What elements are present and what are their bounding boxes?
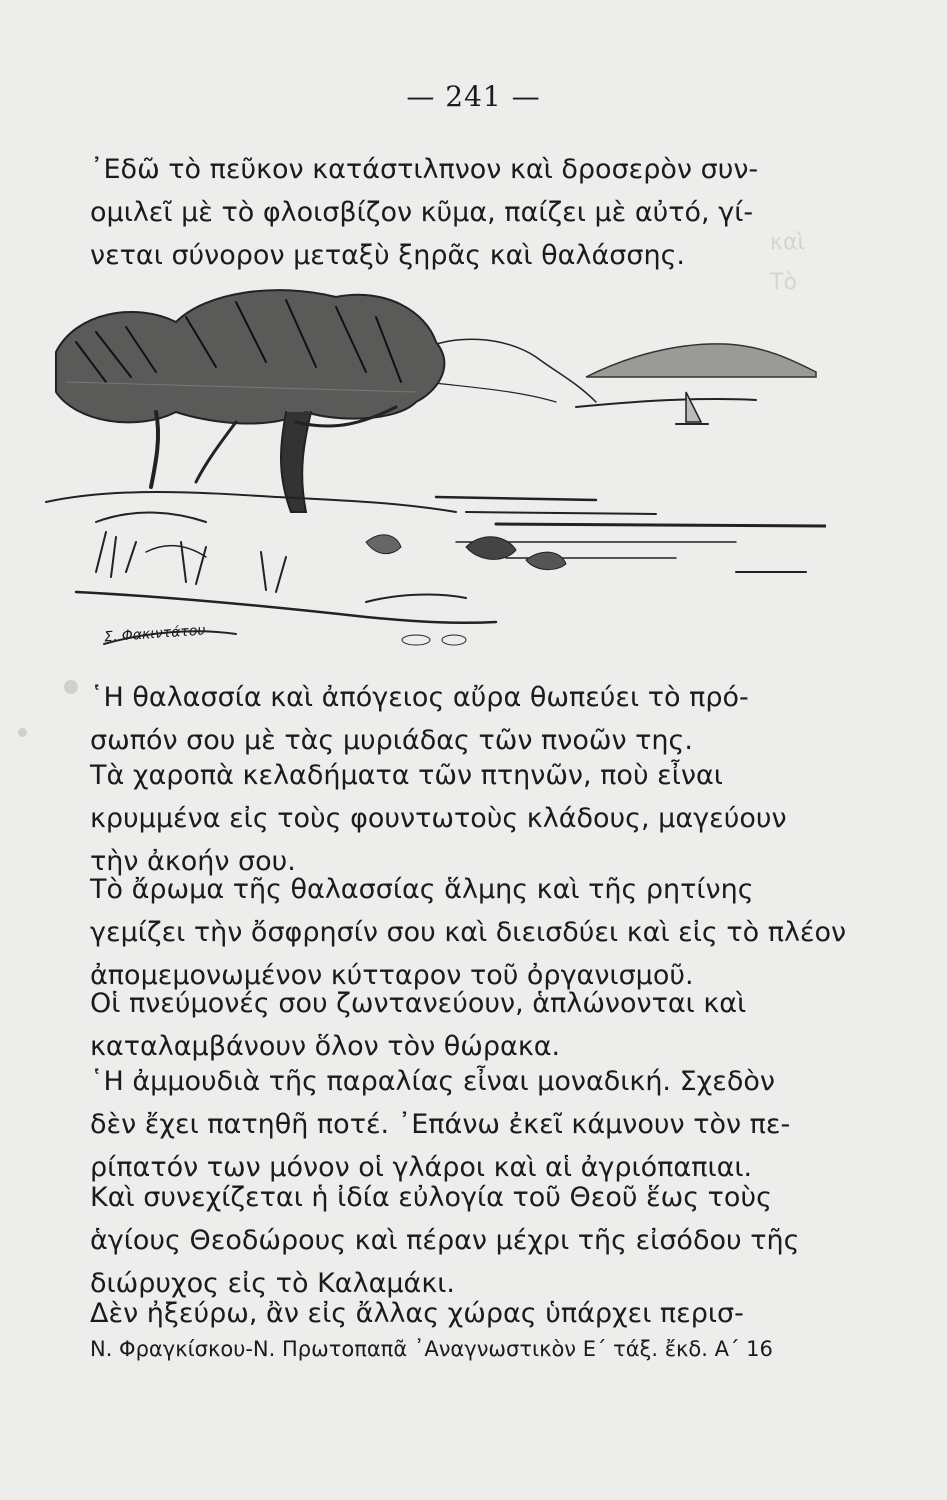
paragraph-3 <box>90 754 842 883</box>
paragraph-1 <box>90 148 842 277</box>
paragraph-6 <box>90 1060 842 1189</box>
book-footer: Ν. Φραγκίσκου-Ν. Πρωτοπαπᾶ ᾿Αναγνωστικὸν Ε΄ τάξ. ἔκδ. Α΄ 16 <box>90 1337 773 1361</box>
text-line: ᾿Εδῶ τὸ πεῦκον κατάστιλπνον καὶ δροσερὸν συν- <box>90 154 759 185</box>
text-line: Οἱ πνεύμονές σου ζωντανεύουν, ἁπλώνονται καὶ <box>90 988 747 1019</box>
page-number: — 241 — <box>406 80 541 113</box>
text-line: νεται σύνορον μεταξὺ ξηρᾶς καὶ θαλάσσης. <box>90 240 686 271</box>
bleed-through-text: καὶ <box>770 230 805 255</box>
illustrator-signature: Σ. Φακιντάτου <box>103 622 206 646</box>
text-line: ἁγίους Θεοδώρους καὶ πέραν μέχρι τῆς εἰσόδου τῆς <box>90 1225 800 1256</box>
paragraph-5 <box>90 982 842 1068</box>
paragraph-2 <box>90 676 842 762</box>
text-line: σωπόν σου μὲ τὰς μυριάδας τῶν πνοῶν της. <box>90 725 693 756</box>
text-line: ῾Η θαλασσία καὶ ἀπόγειος αὔρα θωπεύει τὸ πρό- <box>90 682 749 713</box>
text-line: Δὲν ἠξεύρω, ἂν εἰς ἄλλας χώρας ὑπάρχει περισ- <box>90 1298 744 1329</box>
text-line: ρίπατόν των μόνον οἱ γλάροι καὶ αἱ ἀγριόπαπιαι. <box>90 1152 753 1183</box>
text-line: ἀπομεμονωμένον κύτταρον τοῦ ὀργανισμοῦ. <box>90 960 694 991</box>
text-line: ῾Η ἀμμουδιὰ τῆς παραλίας εἶναι μοναδική. Σχεδὸν <box>90 1066 775 1097</box>
paragraph-4 <box>90 868 847 997</box>
text-line: καταλαμβάνουν ὅλον τὸν θώρακα. <box>90 1031 561 1062</box>
text-line: Καὶ συνεχίζεται ἡ ἰδία εὐλογία τοῦ Θεοῦ ἕως τοὺς <box>90 1182 772 1213</box>
bleed-through-text: Τὸ <box>770 270 797 295</box>
text-line: δὲν ἔχει πατηθῆ ποτέ. ᾿Επάνω ἐκεῖ κάμνουν τὸν πε- <box>90 1109 791 1140</box>
text-line: τὴν ἀκοήν σου. <box>90 846 296 877</box>
paper-speck <box>18 728 27 737</box>
text-line: διώρυχος εἰς τὸ Καλαμάκι. <box>90 1268 455 1299</box>
paper-speck <box>64 680 78 694</box>
text-line: Τὰ χαροπὰ κελαδήματα τῶν πτηνῶν, ποὺ εἶναι <box>90 760 723 791</box>
text-line: Τὸ ἄρωμα τῆς θαλασσίας ἅλμης καὶ τῆς ρητίνης <box>90 874 754 905</box>
paragraph-8 <box>90 1292 842 1335</box>
paragraph-7 <box>90 1176 842 1305</box>
text-line: ομιλεῖ μὲ τὸ φλοισβίζον κῦμα, παίζει μὲ αὐτό, γί- <box>90 197 754 228</box>
text-line: κρυμμένα εἰς τοὺς φουντωτοὺς κλάδους, μαγεύουν <box>90 803 787 834</box>
text-line: γεμίζει τὴν ὄσφρησίν σου καὶ διεισδύει καὶ εἰς τὸ πλέον <box>90 917 847 948</box>
seaside-pine-trees-sketch-icon <box>36 272 826 662</box>
